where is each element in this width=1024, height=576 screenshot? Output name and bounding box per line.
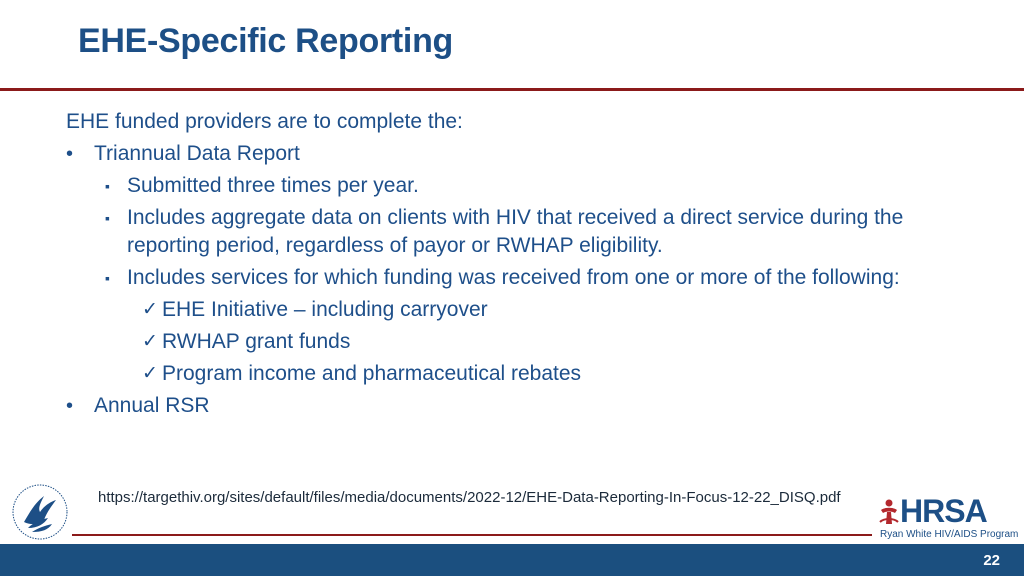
slide-body: [66, 108, 946, 424]
check-text: Program income and pharmaceutical rebates: [162, 362, 582, 385]
check-item: [66, 328, 946, 356]
page-number: 22: [983, 552, 1000, 569]
source-link[interactable]: https://targethiv.org/sites/default/files/media/documents/2022-12/EHE-Data-Reporting-In-Focus-12-22_DISQ.pdf: [98, 489, 841, 506]
checkmark-icon: ✓: [142, 331, 158, 352]
footer-divider: [72, 534, 872, 536]
check-item: [66, 296, 946, 324]
hhs-eagle-logo-icon: [10, 482, 70, 542]
square-bullet-icon: ▪: [105, 178, 110, 194]
sub-bullet-item: [66, 264, 946, 292]
hrsa-logo: [878, 493, 1019, 540]
square-bullet-icon: ▪: [105, 270, 110, 286]
check-text: RWHAP grant funds: [162, 330, 351, 353]
slide-title: EHE-Specific Reporting: [78, 22, 454, 60]
check-text: EHE Initiative – including carryover: [162, 298, 488, 321]
hrsa-program-name: Ryan White HIV/AIDS Program: [880, 529, 1019, 540]
hrsa-wordmark: HRSA: [900, 493, 987, 529]
bullet-text: Annual RSR: [94, 394, 210, 417]
bullet-text: Triannual Data Report: [94, 142, 300, 165]
bullet-icon: •: [66, 395, 74, 417]
sub-bullet-item: [66, 172, 946, 200]
sub-bullet-text: Submitted three times per year.: [127, 174, 419, 197]
sub-bullet-text: Includes services for which funding was received from one or more of the following:: [127, 266, 900, 289]
checkmark-icon: ✓: [142, 299, 158, 320]
sub-bullet-item: [66, 204, 946, 260]
check-item: [66, 360, 946, 388]
bullet-icon: •: [66, 143, 74, 165]
square-bullet-icon: ▪: [105, 210, 110, 226]
bullet-item: [66, 392, 946, 420]
footer-bar: [0, 544, 1024, 576]
title-divider: [0, 88, 1024, 91]
bullet-item: [66, 140, 946, 168]
sub-bullet-text: Includes aggregate data on clients with HIV that received a direct service during the reporting period, regardless of payor or RWHAP eligibility.: [127, 206, 904, 257]
intro-text: EHE funded providers are to complete the:: [66, 110, 463, 133]
hrsa-figure-icon: [878, 498, 900, 526]
checkmark-icon: ✓: [142, 363, 158, 384]
